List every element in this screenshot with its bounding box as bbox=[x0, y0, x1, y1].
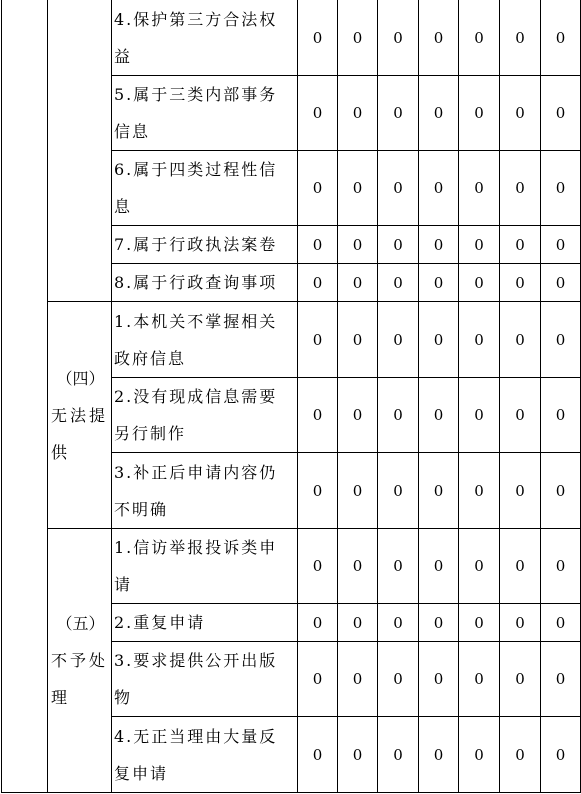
value-cell: 0 bbox=[419, 302, 459, 378]
value-cell: 0 bbox=[500, 717, 541, 793]
value-cell: 0 bbox=[459, 604, 500, 642]
value-cell: 0 bbox=[298, 642, 338, 717]
value-cell: 0 bbox=[298, 264, 338, 302]
value-cell: 0 bbox=[298, 378, 338, 453]
category-label: 不予处理 bbox=[51, 651, 109, 707]
category-cell-unable-to-provide bbox=[48, 302, 112, 529]
value-cell: 0 bbox=[338, 0, 378, 76]
value-cell: 0 bbox=[419, 151, 459, 226]
value-cell: 0 bbox=[298, 0, 338, 76]
value-cell: 0 bbox=[541, 717, 581, 793]
category-label: 无法提供 bbox=[51, 405, 109, 462]
value-cell: 0 bbox=[298, 151, 338, 226]
value-cell: 0 bbox=[338, 151, 378, 226]
value-cell: 0 bbox=[338, 717, 378, 793]
value-cell: 0 bbox=[459, 453, 500, 529]
value-cell: 0 bbox=[459, 378, 500, 453]
value-cell: 0 bbox=[459, 529, 500, 604]
category-number: （五） bbox=[56, 614, 105, 633]
value-cell: 0 bbox=[338, 226, 378, 264]
value-cell: 0 bbox=[298, 76, 338, 151]
row-item-label: 3.要求提供公开出版物 bbox=[112, 642, 298, 717]
value-cell: 0 bbox=[378, 453, 419, 529]
value-cell: 0 bbox=[541, 76, 581, 151]
value-cell: 0 bbox=[419, 453, 459, 529]
row-item-label: 7.属于行政执法案卷 bbox=[112, 226, 298, 264]
row-item-label: 4.保护第三方合法权益 bbox=[112, 0, 298, 76]
value-cell: 0 bbox=[378, 717, 419, 793]
value-cell: 0 bbox=[459, 717, 500, 793]
value-cell: 0 bbox=[419, 717, 459, 793]
value-cell: 0 bbox=[541, 302, 581, 378]
value-cell: 0 bbox=[338, 604, 378, 642]
value-cell: 0 bbox=[541, 264, 581, 302]
value-cell: 0 bbox=[541, 378, 581, 453]
value-cell: 0 bbox=[459, 642, 500, 717]
value-cell: 0 bbox=[459, 226, 500, 264]
value-cell: 0 bbox=[298, 717, 338, 793]
value-cell: 0 bbox=[419, 226, 459, 264]
value-cell: 0 bbox=[459, 0, 500, 76]
value-cell: 0 bbox=[419, 604, 459, 642]
value-cell: 0 bbox=[459, 76, 500, 151]
value-cell: 0 bbox=[298, 226, 338, 264]
value-cell: 0 bbox=[338, 302, 378, 378]
value-cell: 0 bbox=[419, 0, 459, 76]
value-cell: 0 bbox=[378, 529, 419, 604]
value-cell: 0 bbox=[338, 642, 378, 717]
value-cell: 0 bbox=[541, 529, 581, 604]
value-cell: 0 bbox=[338, 76, 378, 151]
disclosure-statistics-table bbox=[1, 0, 581, 793]
row-item-label: 8.属于行政查询事项 bbox=[112, 264, 298, 302]
value-cell: 0 bbox=[378, 226, 419, 264]
value-cell: 0 bbox=[500, 378, 541, 453]
value-cell: 0 bbox=[500, 76, 541, 151]
value-cell: 0 bbox=[338, 453, 378, 529]
row-item-label: 4.无正当理由大量反复申请 bbox=[112, 717, 298, 793]
value-cell: 0 bbox=[500, 302, 541, 378]
value-cell: 0 bbox=[419, 264, 459, 302]
table-row bbox=[2, 529, 581, 604]
value-cell: 0 bbox=[500, 0, 541, 76]
value-cell: 0 bbox=[541, 226, 581, 264]
value-cell: 0 bbox=[298, 302, 338, 378]
value-cell: 0 bbox=[378, 378, 419, 453]
value-cell: 0 bbox=[298, 453, 338, 529]
value-cell: 0 bbox=[500, 604, 541, 642]
value-cell: 0 bbox=[541, 453, 581, 529]
row-item-label: 1.本机关不掌握相关政府信息 bbox=[112, 302, 298, 378]
value-cell: 0 bbox=[459, 264, 500, 302]
value-cell: 0 bbox=[338, 378, 378, 453]
row-item-label: 6.属于四类过程性信息 bbox=[112, 151, 298, 226]
row-item-label: 3.补正后申请内容仍不明确 bbox=[112, 453, 298, 529]
category-cell-not-processed bbox=[48, 529, 112, 793]
value-cell: 0 bbox=[541, 0, 581, 76]
value-cell: 0 bbox=[419, 378, 459, 453]
value-cell: 0 bbox=[378, 264, 419, 302]
value-cell: 0 bbox=[419, 642, 459, 717]
value-cell: 0 bbox=[378, 0, 419, 76]
value-cell: 0 bbox=[338, 264, 378, 302]
value-cell: 0 bbox=[500, 642, 541, 717]
value-cell: 0 bbox=[378, 76, 419, 151]
value-cell: 0 bbox=[378, 151, 419, 226]
row-item-label: 2.没有现成信息需要另行制作 bbox=[112, 378, 298, 453]
value-cell: 0 bbox=[500, 226, 541, 264]
value-cell: 0 bbox=[378, 604, 419, 642]
row-item-label: 5.属于三类内部事务信息 bbox=[112, 76, 298, 151]
value-cell: 0 bbox=[459, 151, 500, 226]
value-cell: 0 bbox=[541, 151, 581, 226]
value-cell: 0 bbox=[419, 76, 459, 151]
row-item-label: 1.信访举报投诉类申请 bbox=[112, 529, 298, 604]
value-cell: 0 bbox=[541, 604, 581, 642]
row-item-label: 2.重复申请 bbox=[112, 604, 298, 642]
value-cell: 0 bbox=[419, 529, 459, 604]
value-cell: 0 bbox=[298, 604, 338, 642]
value-cell: 0 bbox=[500, 264, 541, 302]
value-cell: 0 bbox=[541, 642, 581, 717]
value-cell: 0 bbox=[338, 529, 378, 604]
value-cell: 0 bbox=[459, 302, 500, 378]
table-row bbox=[2, 302, 581, 378]
value-cell: 0 bbox=[298, 529, 338, 604]
table-row bbox=[2, 0, 581, 76]
value-cell: 0 bbox=[500, 151, 541, 226]
value-cell: 0 bbox=[500, 453, 541, 529]
value-cell: 0 bbox=[378, 302, 419, 378]
value-cell: 0 bbox=[378, 642, 419, 717]
outer-category-cell bbox=[2, 0, 48, 793]
value-cell: 0 bbox=[500, 529, 541, 604]
category-cell-continued bbox=[48, 0, 112, 302]
category-number: （四） bbox=[56, 368, 105, 388]
